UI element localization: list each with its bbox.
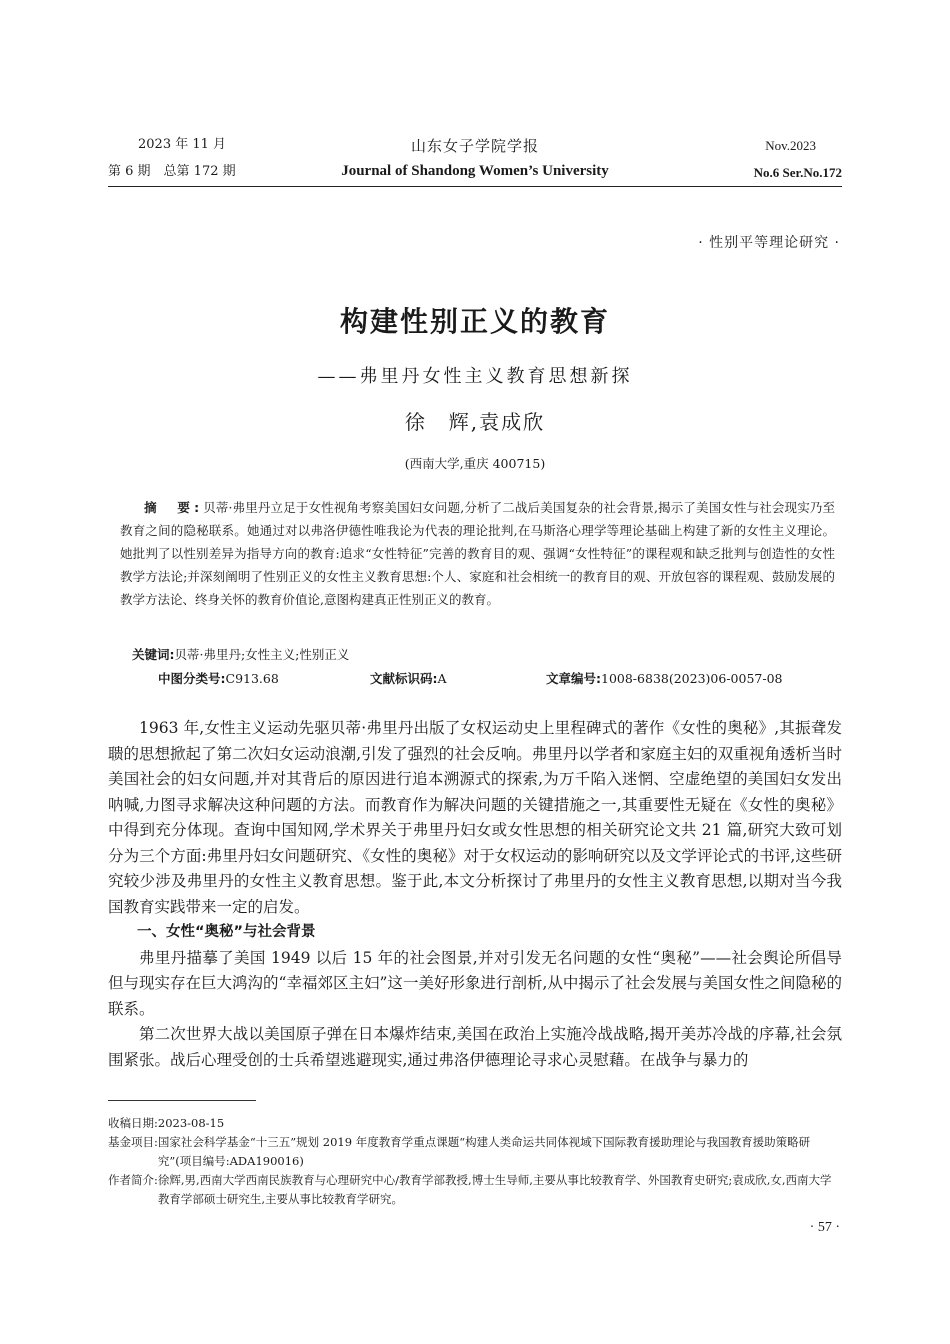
fund-text: 国家社会科学基金“十三五”规划 2019 年度教育学重点课题“构建人类命运共同体视域下国际教育援助理论与我国教育援助策略研究”(项目编号:ADA190016) — [157, 1135, 811, 1168]
document-code — [370, 668, 447, 690]
paragraph: 弗里丹描摹了美国 1949 以后 15 年的社会图景,并对引发无名问题的女性“奥秘”——社会舆论所倡导但与现实存在巨大鸿沟的“幸福郊区主妇”这一美好形象进行剖析,从中揭示了社会发展与美国女性之间隐秘的联系。 — [108, 948, 842, 1018]
keywords-text: 贝蒂·弗里丹;女性主义;性别正义 — [174, 647, 350, 662]
author-bio-label: 作者简介: — [108, 1173, 158, 1187]
body-text — [108, 716, 842, 1073]
section-tag: · 性别平等理论研究 · — [698, 235, 840, 251]
keywords — [132, 644, 349, 666]
article-title: 构建性别正义的教育 — [339, 305, 610, 338]
header-issue-en: No.6 Ser.No.172 — [753, 165, 842, 180]
page-number: · 57 · — [809, 1220, 840, 1235]
received-date: 2023-08-15 — [157, 1116, 225, 1130]
fund-label: 基金项目: — [108, 1135, 158, 1149]
author-bio-text: 徐辉,男,西南大学西南民族教育与心理研究中心/教育学部教授,博士生导师,主要从事比较教育学、外国教育史研究;袁成欣,女,西南大学教育学部硕士研究生,主要从事比较教育学研究。 — [157, 1173, 832, 1206]
footnotes — [108, 1114, 842, 1209]
footnote-received — [108, 1114, 842, 1133]
header-issue-cn: 第 6 期 总第 172 期 — [108, 164, 236, 179]
header-rule — [108, 186, 842, 187]
footnote-fund — [108, 1133, 842, 1171]
section-heading: 一、女性“奥秘”与社会背景 — [137, 924, 316, 940]
doc-code-label: 文献标识码: — [370, 671, 438, 686]
journal-title-cn: 山东女子学院学报 — [410, 137, 539, 155]
journal-title-en: Journal of Shandong Women’s University — [341, 163, 609, 179]
abstract-text: 贝蒂·弗里丹立足于女性视角考察美国妇女问题,分析了二战后美国复杂的社会背景,揭示了美国女性与社会现实乃至教育之间的隐秘联系。她通过对以弗洛伊德性唯我论为代表的理论批判,在马斯洛心理学等理论基础上构建了新的女性主义理论。她批判了以性别差异为指导方向的教育:追求“女性特征”完善的教育目的观、强调“女性特征”的课程观和缺乏批判与创造性的女性教学方法论;并深刻阐明了性别正义的女性主义教育思想:个人、家庭和社会相统一的教育目的观、开放包容的课程观、鼓励发展的教学方法论、终身关怀的教育价值论,意图构建真正性别正义的教育。 — [120, 500, 835, 607]
header-date-cn: 2023 年 11 月 — [138, 137, 227, 152]
received-label: 收稿日期: — [108, 1116, 158, 1130]
paragraph: 1963 年,女性主义运动先驱贝蒂·弗里丹出版了女权运动史上里程碑式的著作《女性的奥秘》,其振聋发聩的思想掀起了第二次妇女运动浪潮,引发了强烈的社会反响。弗里丹以学者和家庭主妇的双重视角透析当时美国社会的妇女问题,并对其背后的原因进行追本溯源式的探索,为万千陷入迷惘、空虚绝望的美国妇女发出呐喊,力图寻求解决这种问题的方法。而教育作为解决问题的关键措施之一,其重要性无疑在《女性的奥秘》中得到充分体现。查询中国知网,学术界关于弗里丹妇女或女性思想的相关研究论文共 21 篇,研究大致可划分为三个方面:弗里丹妇女问题研究、《女性的奥秘》对于女权运动的影响研究以及文学评论式的书评,这些研究较少涉及弗里丹的女性主义教育思想。鉴于此,本文分析探讨了弗里丹的女性主义教育思想,以期对当今我国教育实践带来一定的启发。 — [108, 719, 842, 916]
keywords-label: 关键词: — [132, 647, 175, 662]
article-subtitle: ——弗里丹女性主义教育思想新探 — [317, 366, 633, 387]
clc-label: 中图分类号: — [158, 671, 226, 686]
article-no-label: 文章编号: — [546, 671, 601, 686]
author-affiliation: (西南大学,重庆 400715) — [404, 456, 546, 471]
article-authors: 徐 辉,袁成欣 — [404, 410, 546, 434]
abstract — [120, 496, 835, 611]
doc-code-value: A — [437, 671, 447, 686]
article-number — [546, 668, 782, 690]
clc-value: C913.68 — [225, 671, 279, 686]
article-no-value: 1008-6838(2023)06-0057-08 — [601, 671, 783, 686]
paragraph: 第二次世界大战以美国原子弹在日本爆炸结束,美国在政治上实施冷战战略,揭开美苏冷战的序幕,社会氛围紧张。战后心理受创的士兵希望逃避现实,通过弗洛伊德理论寻求心灵慰藉。在战争与暴力的 — [108, 1025, 842, 1069]
clc-number — [158, 668, 279, 690]
abstract-label: 摘 要: — [144, 500, 204, 515]
footnote-author — [108, 1171, 842, 1209]
footnote-rule — [108, 1100, 256, 1101]
header-date-en: Nov.2023 — [765, 138, 816, 153]
